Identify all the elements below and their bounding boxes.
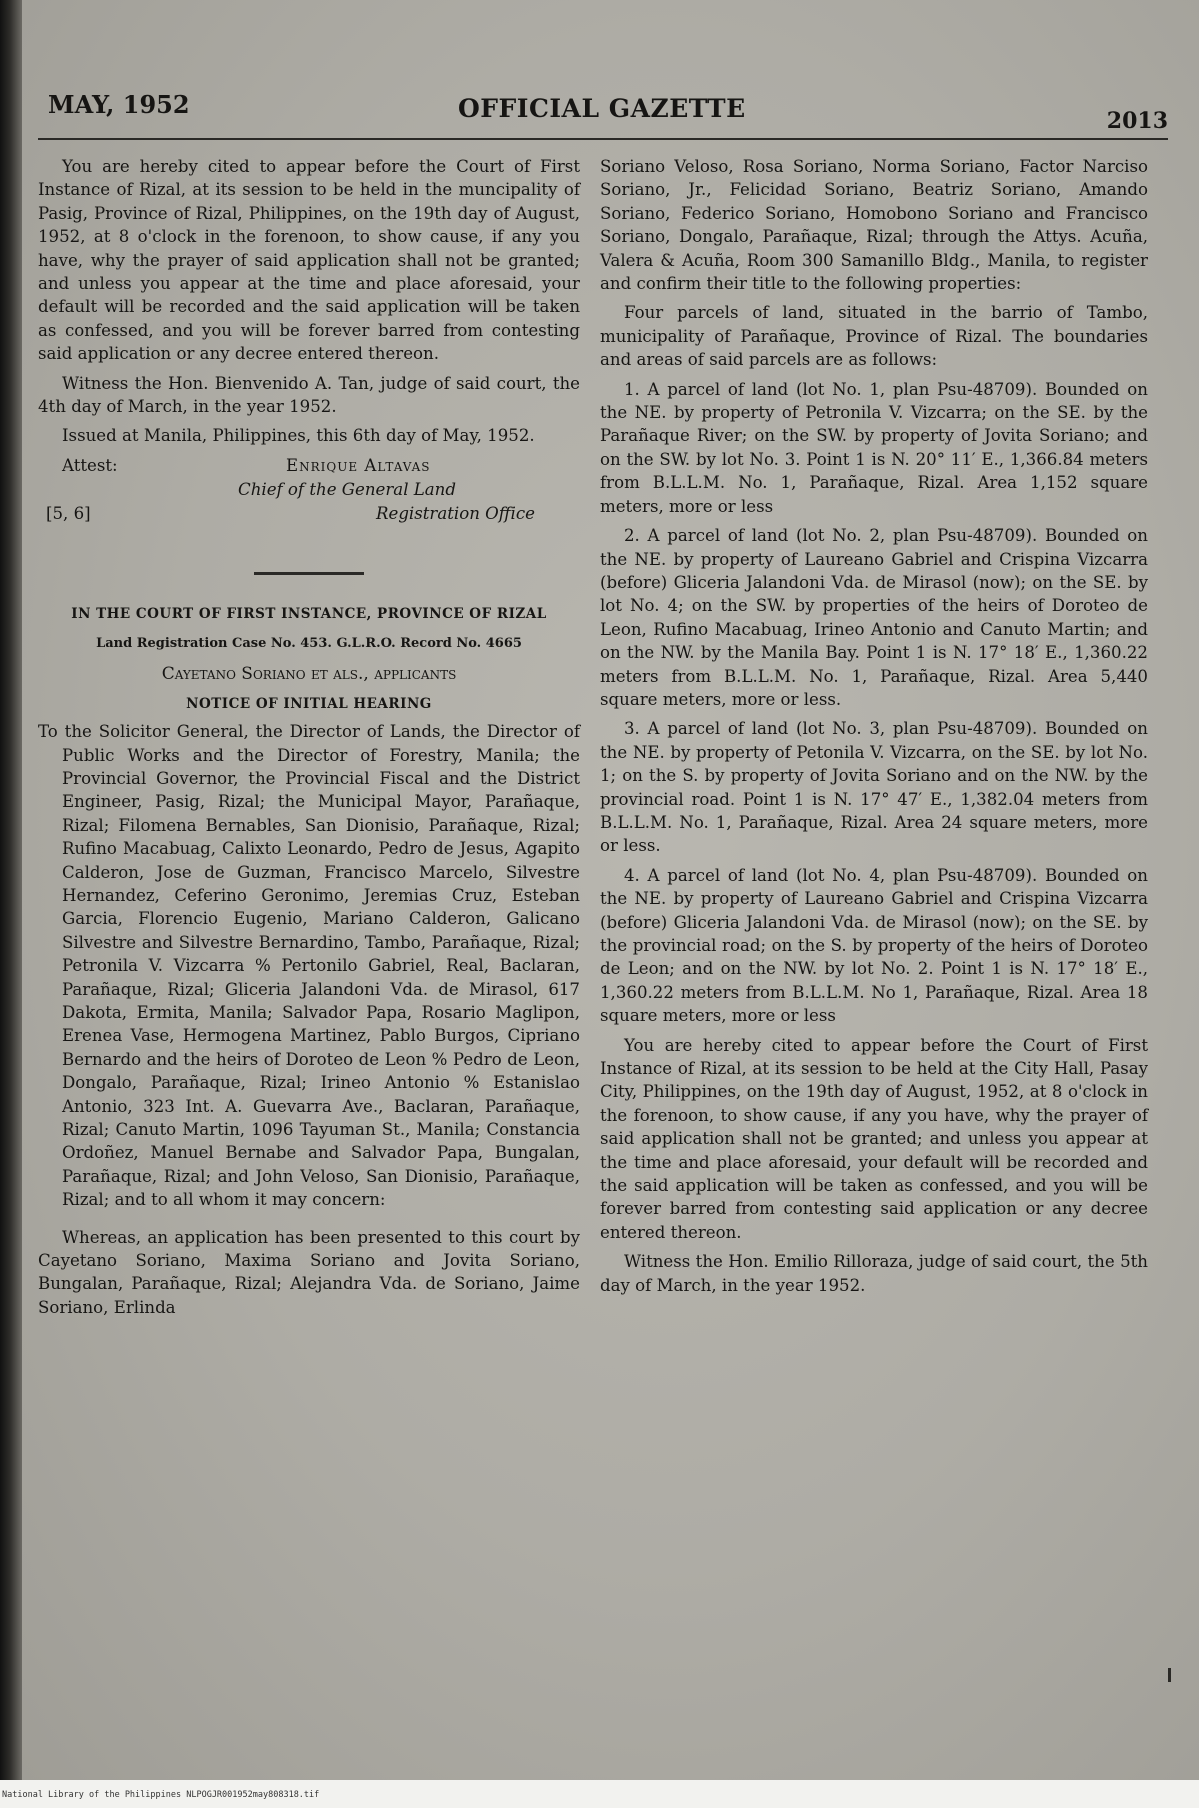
addressees-paragraph: To the Solicitor General, the Director of Lands, the Director of Public Works and the Director of Forestry, Manila; the Provincial Governor, the Provincial Fiscal and the District Engineer, Pasig, Rizal; the Municipal Mayor, Parañaque, Rizal; Filomena Bernables, San Dionisio, Parañaque, Rizal; Rufino Macabuag, Calixto Leonardo, Pedro de Jesus, Agapito Calderon, Jose de Guzman, Francisco Marcelo, Silvestre Hernandez, Ceferino Geronimo, Jeremias Cruz, Esteban Garcia, Florencio Eugenio, Mariano Calderon, Galicano Silvestre and Silvestre Bernardino, Tambo, Parañaque, Rizal; Petronila V. Vizcarra % Pertonilo Gabriel, Real, Baclaran, Parañaque, Rizal; Gliceria Jalandoni Vda. de Mirasol, 617 Dakota, Ermita, Manila; Salvador Papa, Rosario Maglipon, Erenea Vase, Hermogena Martinez, Pablo Burgos, Cipriano Bernardo and the heirs of Doroteo de Leon % Pedro de Leon, Dongalo, Parañaque, Rizal; Irineo Antonio % Estanislao Antonio, 323 Int. A. Guevarra Ave., Baclaran, Parañaque, Rizal; Canuto Martin, 1096 Tayuman St., Manila; Constancia Ordoñez, Manuel Bernabe and Salvador Papa, Bungalan, Parañaque, Rizal; and John Veloso, San Dionisio, Parañaque, Rizal; and to all whom it may concern:	[38, 722, 580, 1210]
scan-footer	[0, 1780, 1199, 1808]
gazette-page	[22, 0, 1199, 1780]
right-column	[600, 155, 1148, 1303]
publication-reference: [5, 6]	[46, 503, 91, 523]
hearing-citation: You are hereby cited to appear before the Court of First Instance of Rizal, at its session to be held at the City Hall, Pasay City, Philippines, on the 19th day of August, 1952, at 8 o'clock in the forenoon, to show cause, if any you have, why the prayer of said application shall not be granted; and unless you appear at the time and place aforesaid, your default will be recorded and the said application will be taken as confessed, and you will be forever barred from contesting said application or any decree entered thereon.	[600, 1035, 1148, 1242]
attest-signatory: Enrique Altavas	[286, 455, 431, 475]
ink-mark	[1168, 1668, 1171, 1682]
witness-judge-paragraph: Witness the Hon. Emilio Rilloraza, judge of said court, the 5th day of March, in the year 1952.	[600, 1252, 1148, 1295]
header-page-number: 2013	[1106, 108, 1168, 134]
attest-label: Attest:	[62, 455, 118, 475]
book-spine-shadow	[0, 0, 22, 1808]
court-heading: IN THE COURT OF FIRST INSTANCE, PROVINCE OF RIZAL	[71, 605, 547, 622]
attestation-block	[38, 454, 580, 550]
witness-paragraph: Witness the Hon. Bienvenido A. Tan, judge of said court, the 4th day of March, in the year 1952.	[38, 373, 580, 417]
page-header	[38, 84, 1168, 134]
parcels-intro: Four parcels of land, situated in the barrio of Tambo, municipality of Parañaque, Province of Rizal. The boundaries and areas of said parcels are as follows:	[600, 303, 1148, 370]
attest-title-line-2: Registration Office	[376, 503, 535, 523]
citation-paragraph: You are hereby cited to appear before the Court of First Instance of Rizal, at its session to be held in the muncipality of Pasig, Province of Rizal, Philippines, on the 19th day of August, 1952, at 8 o'clock in the forenoon, to show cause, if any you have, why the prayer of said application shall not be granted; and unless you appear at the time and place aforesaid, your default will be recorded and the said application will be taken as confessed, and you will be forever barred from contesting said application or any decree entered thereon.	[38, 157, 580, 364]
parcel-1: 1. A parcel of land (lot No. 1, plan Psu-48709). Bounded on the NE. by property of Petronila V. Vizcarra; on the SE. by the Parañaque River; on the SW. by property of Jovita Soriano; and on the SW. by lot No. 3. Point 1 is N. 20° 11′ E., 1,366.84 meters from B.L.L.M. No. 1, Parañaque, Rizal. Area 1,152 square meters, more or less	[600, 379, 1148, 516]
applicants-line: Cayetano Soriano et als., applicants	[161, 664, 457, 685]
header-date: MAY, 1952	[48, 90, 190, 119]
left-column	[38, 155, 580, 1325]
notice-title: NOTICE OF INITIAL HEARING	[186, 695, 432, 712]
parcel-4: 4. A parcel of land (lot No. 4, plan Psu-48709). Bounded on the NE. by property of Laureano Gabriel and Crispina Vizcarra (before) Gliceria Jalandoni Vda. de Mirasol (now); on the SE. by the provincial road; on the S. by property of the heirs of Doroteo de Leon; and on the NW. by lot No. 2. Point 1 is N. 17° 18′ E., 1,360.22 meters from B.L.L.M. No 1, Parañaque, Rizal. Area 18 square meters, more or less	[600, 865, 1148, 1026]
section-divider	[254, 572, 364, 575]
issued-paragraph: Issued at Manila, Philippines, this 6th day of May, 1952.	[62, 426, 535, 446]
whereas-paragraph: Whereas, an application has been presented to this court by Cayetano Soriano, Maxima Soriano and Jovita Soriano, Bungalan, Parañaque, Rizal; Alejandra Vda. de Soriano, Jaime Soriano, Erlinda	[38, 1227, 580, 1317]
applicants-continuation: Soriano Veloso, Rosa Soriano, Norma Soriano, Factor Narciso Soriano, Jr., Felicidad Soriano, Beatriz Soriano, Amando Soriano, Federico Soriano, Homobono Soriano and Francisco Soriano, Dongalo, Parañaque, Rizal; through the Attys. Acuña, Valera & Acuña, Room 300 Samanillo Bldg., Manila, to register and confirm their title to the following properties:	[600, 157, 1148, 294]
header-publication-title: OFFICIAL GAZETTE	[458, 94, 746, 123]
scan-source-label: National Library of the Philippines NLPOGJR001952may808318.tif	[2, 1790, 320, 1800]
parcel-3: 3. A parcel of land (lot No. 3, plan Psu-48709). Bounded on the NE. by property of Petonila V. Vizcarra, on the SE. by lot No. 1; on the S. by property of Jovita Soriano and on the NW. by the provincial road. Point 1 is N. 17° 47′ E., 1,382.04 meters from B.L.L.M. No. 1, Parañaque, Rizal. Area 24 square meters, more or less.	[600, 719, 1148, 856]
header-rule	[38, 138, 1168, 140]
case-number-line: Land Registration Case No. 453. G.L.R.O. Record No. 4665	[96, 635, 522, 651]
parcel-2: 2. A parcel of land (lot No. 2, plan Psu-48709). Bounded on the NE. by property of Laureano Gabriel and Crispina Vizcarra (before) Gliceria Jalandoni Vda. de Mirasol (now); on the SE. by lot No. 4; on the SW. by properties of the heirs of Doroteo de Leon, Rufino Macabuag, Irineo Antonio and Canuto Martin; and on the NW. by the Manila Bay. Point 1 is N. 17° 18′ E., 1,360.22 meters from B.L.L.M. No. 1, Parañaque, Rizal. Area 5,440 square meters, more or less.	[600, 526, 1148, 709]
attest-title-line-1: Chief of the General Land	[238, 479, 456, 499]
